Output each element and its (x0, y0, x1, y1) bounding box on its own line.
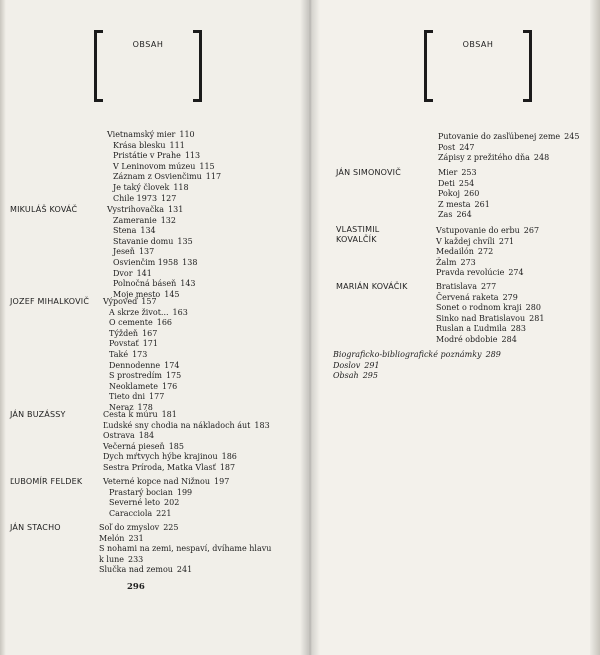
author-name: JÁN SIMONOVIČ (336, 168, 402, 177)
toc-entry: V každej chvíli 271 (436, 236, 515, 246)
toc-entry: Mier 253 (438, 168, 477, 177)
toc-entry: Vstupovanie do erbu 267 (436, 226, 540, 235)
toc-entry: Zameranie 132 (113, 215, 176, 225)
toc-entry: Zas 264 (438, 210, 472, 220)
book-gutter (300, 0, 320, 655)
author-name: JÁN STACHO (10, 523, 61, 532)
toc-entry: Cesta k múru 181 (103, 410, 177, 419)
left-section-2-entries (103, 297, 188, 414)
right-section-2-entries (436, 226, 539, 279)
author-name: ĽUBOMÍR FELDEK (10, 477, 83, 486)
right-section-3-entries (436, 282, 544, 346)
toc-entry: Tieto dni 177 (109, 392, 165, 402)
toc-entry: Dennodenne 174 (109, 360, 180, 370)
toc-entry: Slučka nad zemou 241 (99, 565, 193, 575)
toc-entry: Záznam z Osvienčimu 117 (113, 172, 222, 182)
toc-entry: Soľ do zmyslov 225 (99, 523, 179, 532)
right-section-0-entries (438, 132, 579, 164)
toc-entry: Stena 134 (113, 226, 156, 236)
toc-entry: Pokoj 260 (438, 189, 480, 199)
right-page (308, 0, 600, 655)
toc-entry: Z mesta 261 (438, 199, 490, 209)
toc-entry: Pristátie v Prahe 113 (113, 151, 201, 161)
toc-entry: Vystrihovačka 131 (107, 205, 184, 214)
author-name: JOZEF MIHALKOVIČ (10, 297, 90, 306)
author-name: JÁN BUZÁSSY (10, 410, 66, 419)
toc-entry: Neoklamete 176 (109, 381, 178, 391)
toc-entry: Osvienčim 1958 138 (113, 257, 198, 267)
right-heading-label: OBSAH (462, 40, 494, 49)
toc-entry: Povstať 171 (109, 339, 158, 349)
left-section-0-entries (107, 130, 221, 204)
toc-entry: O cemente 166 (109, 318, 173, 328)
toc-entry: Jeseň 137 (113, 247, 155, 257)
toc-entry: Dvor 141 (113, 268, 152, 278)
toc-entry: Caracciola 221 (109, 508, 172, 518)
toc-entry: Melón 231 (99, 533, 144, 543)
toc-entry: k lune 233 (99, 554, 144, 564)
toc-entry: Ostrava 184 (103, 431, 155, 441)
toc-entry: Červená raketa 279 (436, 292, 518, 302)
toc-entry: V Leninovom múzeu 115 (113, 161, 215, 171)
toc-entry: Post 247 (438, 142, 475, 152)
toc-entry: Moje mesto 145 (113, 289, 180, 299)
toc-entry: Vietnamský mier 110 (107, 130, 195, 139)
toc-entry: Sonet o rodnom kraji 280 (436, 303, 541, 313)
toc-entry: S prostredím 175 (109, 371, 182, 381)
toc-entry: Večerná pieseň 185 (103, 441, 184, 451)
toc-entry: Stavanie domu 135 (113, 236, 193, 246)
left-page-edge (0, 0, 6, 655)
toc-entry: Dych mŕtvych hýbe krajinou 186 (103, 452, 237, 462)
author-name: MIKULÁŠ KOVÁČ (10, 205, 78, 214)
toc-entry: Ruslan a Ľudmila 283 (436, 324, 526, 334)
toc-entry: Výpoveď 157 (103, 297, 157, 306)
left-section-4-entries (103, 477, 229, 519)
back-matter-entries (333, 350, 501, 382)
left-section-1-entries (107, 205, 197, 300)
toc-entry: Neraz 178 (109, 402, 153, 412)
toc-entry: Severné leto 202 (109, 498, 180, 508)
toc-entry: Sestra Príroda, Matka Vlasť 187 (103, 462, 236, 472)
left-section-3-entries (103, 410, 270, 474)
toc-entry: Bratislava 277 (436, 282, 497, 291)
toc-entry: Veterné kopce nad Nižnou 197 (103, 477, 230, 486)
toc-entry: Putovanie do zasľúbenej zeme 245 (438, 132, 580, 141)
author-name: VLASTIMIL (336, 225, 380, 234)
toc-entry: Biograficko-bibliografické poznámky 289 (333, 350, 501, 359)
toc-entry: Ľudské sny chodia na nákladoch áut 183 (103, 420, 270, 430)
toc-entry: Deti 254 (438, 178, 475, 188)
toc-entry: Medailón 272 (436, 247, 494, 257)
right-page-edge (590, 0, 600, 655)
toc-entry: Krása blesku 111 (113, 140, 185, 150)
right-section-1-entries (438, 168, 490, 221)
toc-entry: Doslov 291 (333, 360, 380, 370)
toc-entry: Modré obdobie 284 (436, 334, 517, 344)
toc-entry: Žalm 273 (436, 257, 476, 267)
left-contents-heading (94, 30, 202, 102)
left-section-5-entries (99, 523, 275, 576)
toc-entry: Polnočná báseň 143 (113, 279, 196, 289)
author-name: MARIÁN KOVÁČIK (336, 282, 408, 291)
page-number: 296 (127, 582, 145, 592)
toc-entry: A skrze život... 163 (109, 307, 188, 317)
toc-entry: Sinko nad Bratislavou 281 (436, 313, 545, 323)
toc-entry: Prastarý bocian 199 (109, 487, 193, 497)
toc-entry: Chile 1973 127 (113, 193, 177, 203)
left-heading-label: OBSAH (132, 40, 164, 49)
toc-entry: Týždeň 167 (109, 328, 158, 338)
toc-entry: Je taký človek 118 (113, 182, 189, 192)
toc-entry: Pravda revolúcie 274 (436, 268, 524, 278)
toc-entry: Také 173 (109, 349, 148, 359)
right-contents-heading (424, 30, 532, 102)
toc-entry: S nohami na zemi, nespaví, dvíhame hlavu (99, 544, 272, 554)
author-name: KOVALČÍK (336, 235, 377, 244)
toc-entry: Obsah 295 (333, 371, 378, 381)
toc-entry: Zápisy z prežitého dňa 248 (438, 153, 550, 163)
